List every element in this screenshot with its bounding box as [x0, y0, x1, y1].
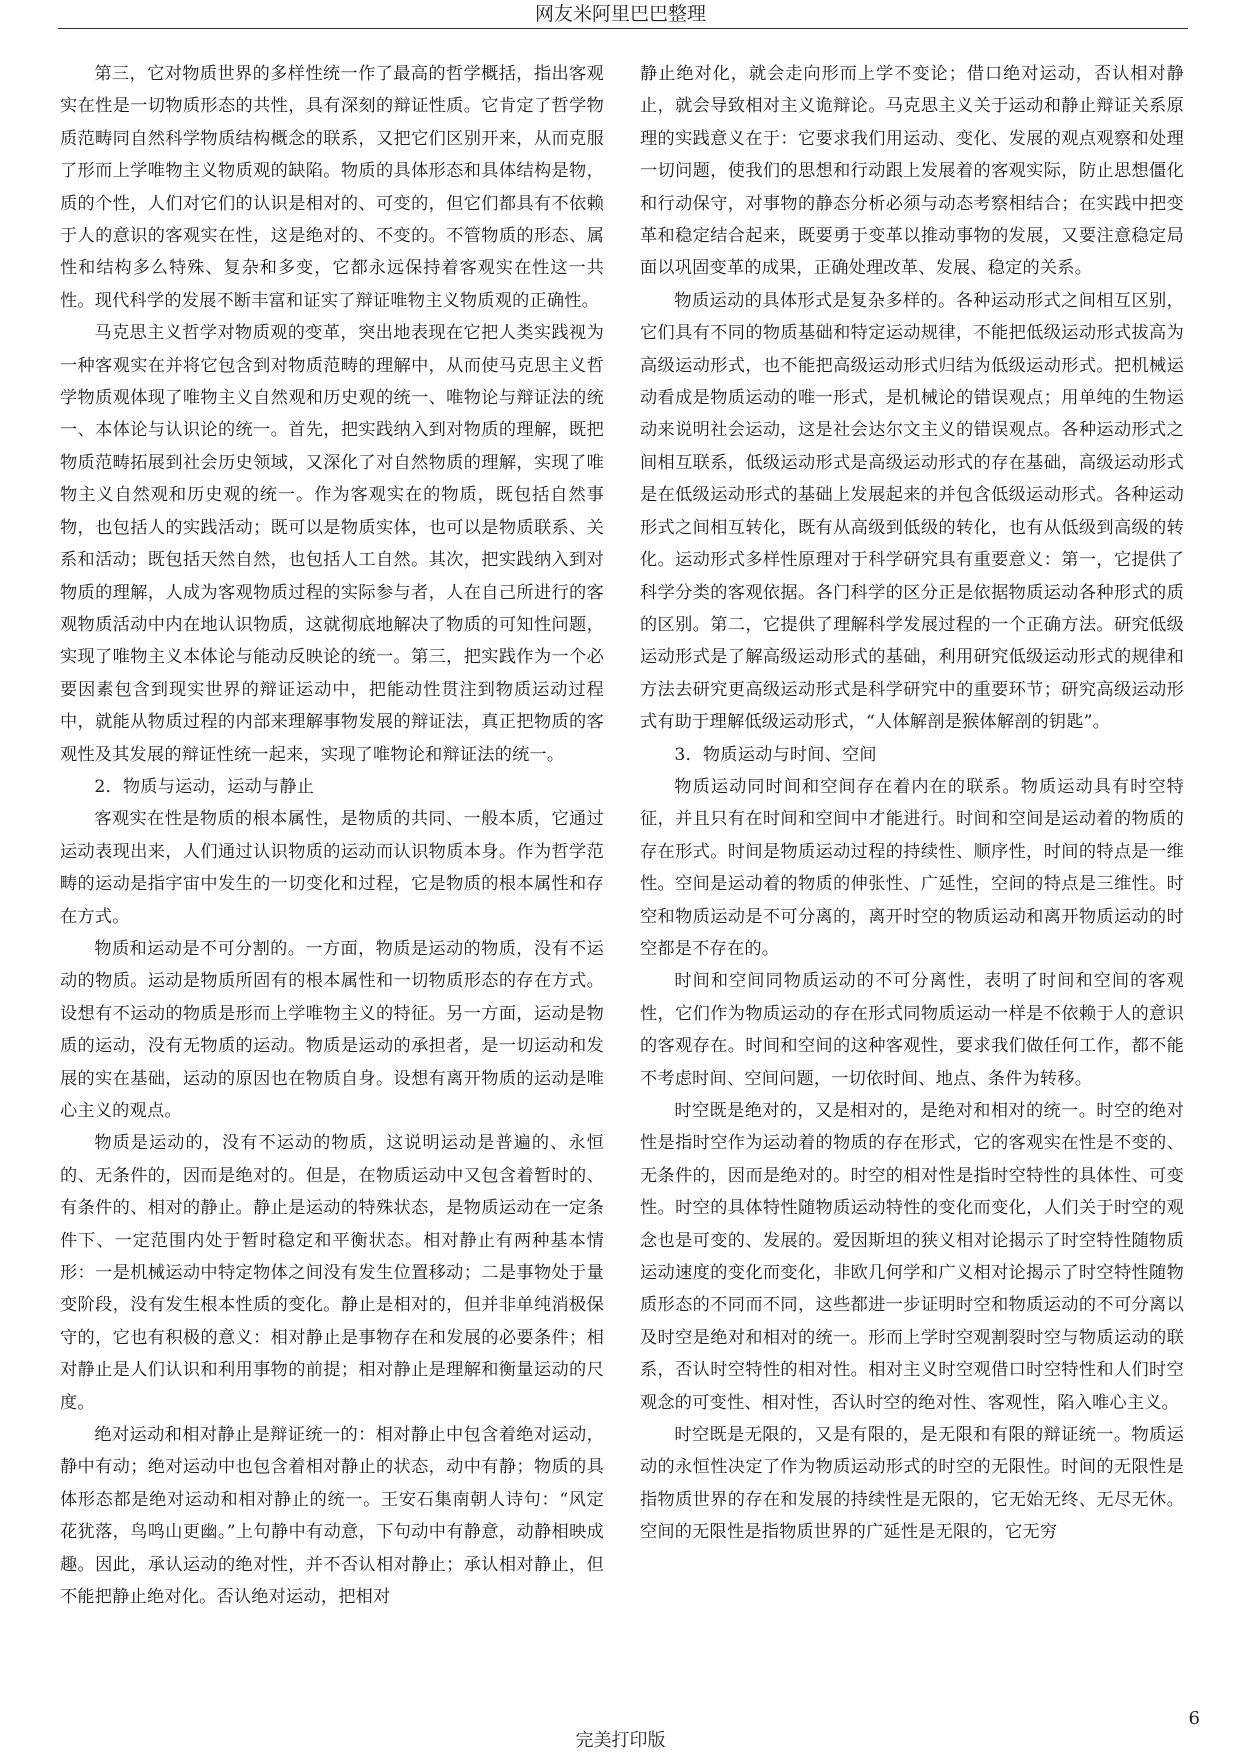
paragraph-continued: 静止绝对化，就会走向形而上学不变论；借口绝对运动，否认相对静止，就会导致相对主义诡辩论。马克思主义关于运动和静止辩证关系原理的实践意义在于：它要求我们用运动、变化、发展的观点观察和处理一切问题，使我们的思想和行动跟上发展着的客观实际，防止思想僵化和行动保守，对事物的静态分析必须与动态考察相结合；在实践中把变革和稳定结合起来，既要勇于变革以推动事物的发展，又要注意稳定局面以巩固变革的成果，正确处理改革、发展、稳定的关系。: [640, 64, 1184, 279]
section-heading: 3．物质运动与时间、空间: [674, 744, 877, 765]
footer-text: 完美打印版: [575, 1730, 666, 1751]
paragraph: 物质运动的具体形式是复杂多样的。各种运动形式之间相互区别，它们具有不同的物质基础和特定运动规律，不能把低级运动形式拔高为高级运动形式，也不能把高级运动形式归结为低级运动形式。把机械运动看成是物质运动的唯一形式，是机械论的错误观点；用单纯的生物运动来说明社会运动，这是社会达尔文主义的错误观点。各种运动形式之间相互联系，低级运动形式是高级运动形式的存在基础，高级运动形式是在低级运动形式的基础上发展起来的并包含低级运动形式。各种运动形式之间相互转化，既有从高级到低级的转化，也有从低级到高级的转化。运动形式多样性原理对于科学研究具有重要意义：第一，它提供了科学分类的客观依据。各门科学的区分正是依据物质运动各种形式的质的区别。第二，它提供了理解科学发展过程的一个正确方法。研究低级运动形式是了解高级运动形式的基础，利用研究低级运动形式的规律和方法去研究更高级运动形式是科学研究中的重要环节；研究高级运动形式有助于理解低级运动形式，“人体解剖是猴体解剖的钥匙”。: [640, 290, 1184, 733]
page-header-title: 网友米阿里巴巴整理: [534, 3, 706, 25]
paragraph: 客观实在性是物质的根本属性，是物质的共同、一般本质，它通过运动表现出来，人们通过认识物质的运动而认识物质本身。作为哲学范畴的运动是指宇宙中发生的一切变化和过程，它是物质的根本属性和存在方式。: [60, 809, 604, 927]
section-heading: 2．物质与运动，运动与静止: [94, 776, 315, 797]
paragraph: 第三，它对物质世界的多样性统一作了最高的哲学概括，指出客观实在性是一切物质形态的共性，具有深刻的辩证性质。它肯定了哲学物质范畴同自然科学物质结构概念的联系，又把它们区别开来，从而克服了形而上学唯物主义物质观的缺陷。物质的具体形态和具体结构是物，质的个性，人们对它们的认识是相对的、可变的，但它们都具有不依赖于人的意识的客观实在性，这是绝对的、不变的。不管物质的形态、属性和结构多么特殊、复杂和多变，它都永远保持着客观实在性这一共性。现代科学的发展不断丰富和证实了辩证唯物主义物质观的正确性。: [60, 64, 604, 311]
header-divider: [58, 28, 1188, 29]
paragraph: 物质是运动的，没有不运动的物质，这说明运动是普遍的、永恒的、无条件的，因而是绝对的。但是，在物质运动中又包含着暂时的、有条件的、相对的静止。静止是运动的特殊状态，是物质运动在一定条件下、一定范围内处于暂时稳定和平衡状态。相对静止有两种基本情形：一是机械运动中特定物体之间没有发生位置移动；二是事物处于量变阶段，没有发生根本性质的变化。静止是相对的，但并非单纯消极保守的，它也有积极的意义：相对静止是事物存在和发展的必要条件；相对静止是人们认识和利用事物的前提；相对静止是理解和衡量运动的尺度。: [60, 1133, 604, 1413]
paragraph: 时空既是绝对的，又是相对的，是绝对和相对的统一。时空的绝对性是指时空作为运动着的物质的存在形式，它的客观实在性是不变的、无条件的，因而是绝对的。时空的相对性是指时空特性的具体性、可变性。时空的具体特性随物质运动特性的变化而变化，人们关于时空的观念也是可变的、发展的。爱因斯坦的狭义相对论揭示了时空特性随物质运动速度的变化而变化，非欧几何学和广义相对论揭示了时空特性随物质形态的不同而不同，这些都进一步证明时空和物质运动的不可分离以及时空是绝对和相对的统一。形而上学时空观割裂时空与物质运动的联系，否认时空特性的相对性。相对主义时空观借口时空特性和人们时空观念的可变性、相对性，否认时空的绝对性、客观性，陷入唯心主义。: [640, 1101, 1184, 1413]
paragraph: 马克思主义哲学对物质观的变革，突出地表现在它把人类实践视为一种客观实在并将它包含到对物质范畴的理解中，从而使马克思主义哲学物质观体现了唯物主义自然观和历史观的统一、唯物论与辩证法的统一、本体论与认识论的统一。首先，把实践纳入到对物质的理解，既把物质范畴拓展到社会历史领域，又深化了对自然物质的理解，实现了唯物主义自然观和历史观的统一。作为客观实在的物质，既包括自然事物，也包括人的实践活动；既可以是物质实体，也可以是物质联系、关系和活动；既包括天然自然，也包括人工自然。其次，把实践纳入到对物质的理解，人成为客观物质过程的实际参与者，人在自己所进行的客观物质活动中内在地认识物质，这就彻底地解决了物质的可知性问题，实现了唯物主义本体论与能动反映论的统一。第三，把实践作为一个必要因素包含到现实世界的辩证运动中，把能动性贯注到物质运动过程中，就能从物质过程的内部来理解事物发展的辩证法，真正把物质的客观性及其发展的辩证性统一起来，实现了唯物论和辩证法的统一。: [60, 323, 604, 765]
paragraph: 时间和空间同物质运动的不可分离性，表明了时间和空间的客观性，它们作为物质运动的存在形式同物质运动一样是不依赖于人的意识的客观存在。时间和空间的这种客观性，要求我们做任何工作，都不能不考虑时间、空间问题，一切依时间、地点、条件为转移。: [640, 971, 1184, 1089]
paragraph: 时空既是无限的，又是有限的，是无限和有限的辩证统一。物质运动的永恒性决定了作为物质运动形式的时空的无限性。时间的无限性是指物质世界的存在和发展的持续性是无限的，它无始无终、无尽无休。空间的无限性是指物质世界的广延性是无限的，它无穷: [640, 1425, 1184, 1543]
left-column: [60, 58, 604, 1614]
paragraph: 物质和运动是不可分割的。一方面，物质是运动的物质，没有不运动的物质。运动是物质所固有的根本属性和一切物质形态的存在方式。设想有不运动的物质是形而上学唯物主义的特征。另一方面，运动是物质的运动，没有无物质的运动。物质是运动的承担者，是一切运动和发展的实在基础，运动的原因也在物质自身。设想有离开物质的运动是唯心主义的观点。: [60, 938, 604, 1121]
paragraph: 物质运动同时间和空间存在着内在的联系。物质运动具有时空特征，并且只有在时间和空间中才能进行。时间和空间是运动着的物质的存在形式。时间是物质运动过程的持续性、顺序性，时间的特点是一维性。空间是运动着的物质的伸张性、广延性，空间的特点是三维性。时空和物质运动是不可分离的，离开时空的物质运动和离开物质运动的时空都是不存在的。: [640, 776, 1184, 959]
right-column: [640, 58, 1184, 1549]
page-number: 6: [1188, 1708, 1200, 1729]
paragraph: 绝对运动和相对静止是辩证统一的：相对静止中包含着绝对运动，静中有动；绝对运动中也包含着相对静止的状态，动中有静；物质的具体形态都是绝对运动和相对静止的统一。王安石集南朝人诗句：“风定花犹落，鸟鸣山更幽。”上句静中有动意，下句动中有静意，动静相映成趣。因此，承认运动的绝对性，并不否认相对静止；承认相对静止，但不能把静止绝对化。否认绝对运动，把相对: [60, 1425, 604, 1608]
